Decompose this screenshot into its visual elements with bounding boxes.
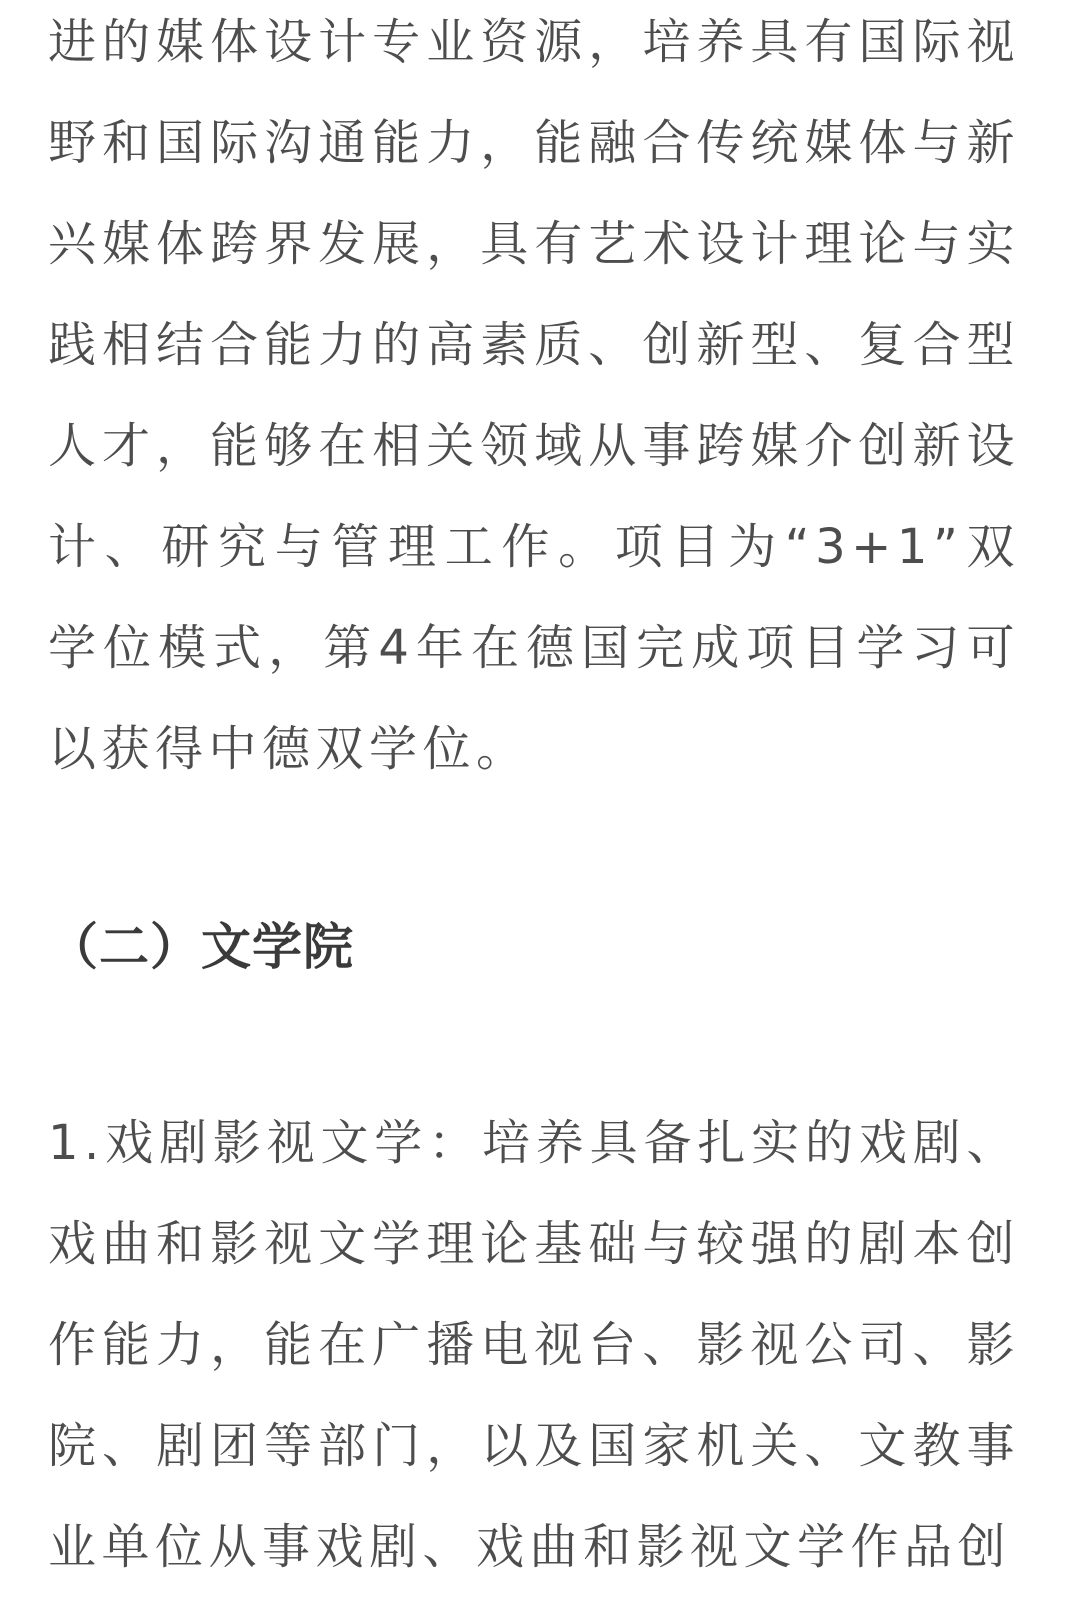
- paragraph-drama-film-literature: 1.戏剧影视文学：培养具备扎实的戏剧、戏曲和影视文学理论基础与较强的剧本创作能力，能在广播电视台、影视公司、影院、剧团等部门，以及国家机关、文教事业单位从事戏剧、戏曲和影视文学作品创: [48, 1115, 1020, 1575]
- article-body: [48, 0, 1020, 1598]
- section-heading-school-of-liberal-arts: （二）文学院: [48, 918, 354, 976]
- paragraph-media-design: 进的媒体设计专业资源，培养具有国际视野和国际沟通能力，能融合传统媒体与新兴媒体跨界发展，具有艺术设计理论与实践相结合能力的高素质、创新型、复合型人才，能够在相关领域从事跨媒介创新设计、研究与管理工作。项目为“3+1”双学位模式，第4年在德国完成项目学习可以获得中德双学位。: [48, 14, 1020, 777]
